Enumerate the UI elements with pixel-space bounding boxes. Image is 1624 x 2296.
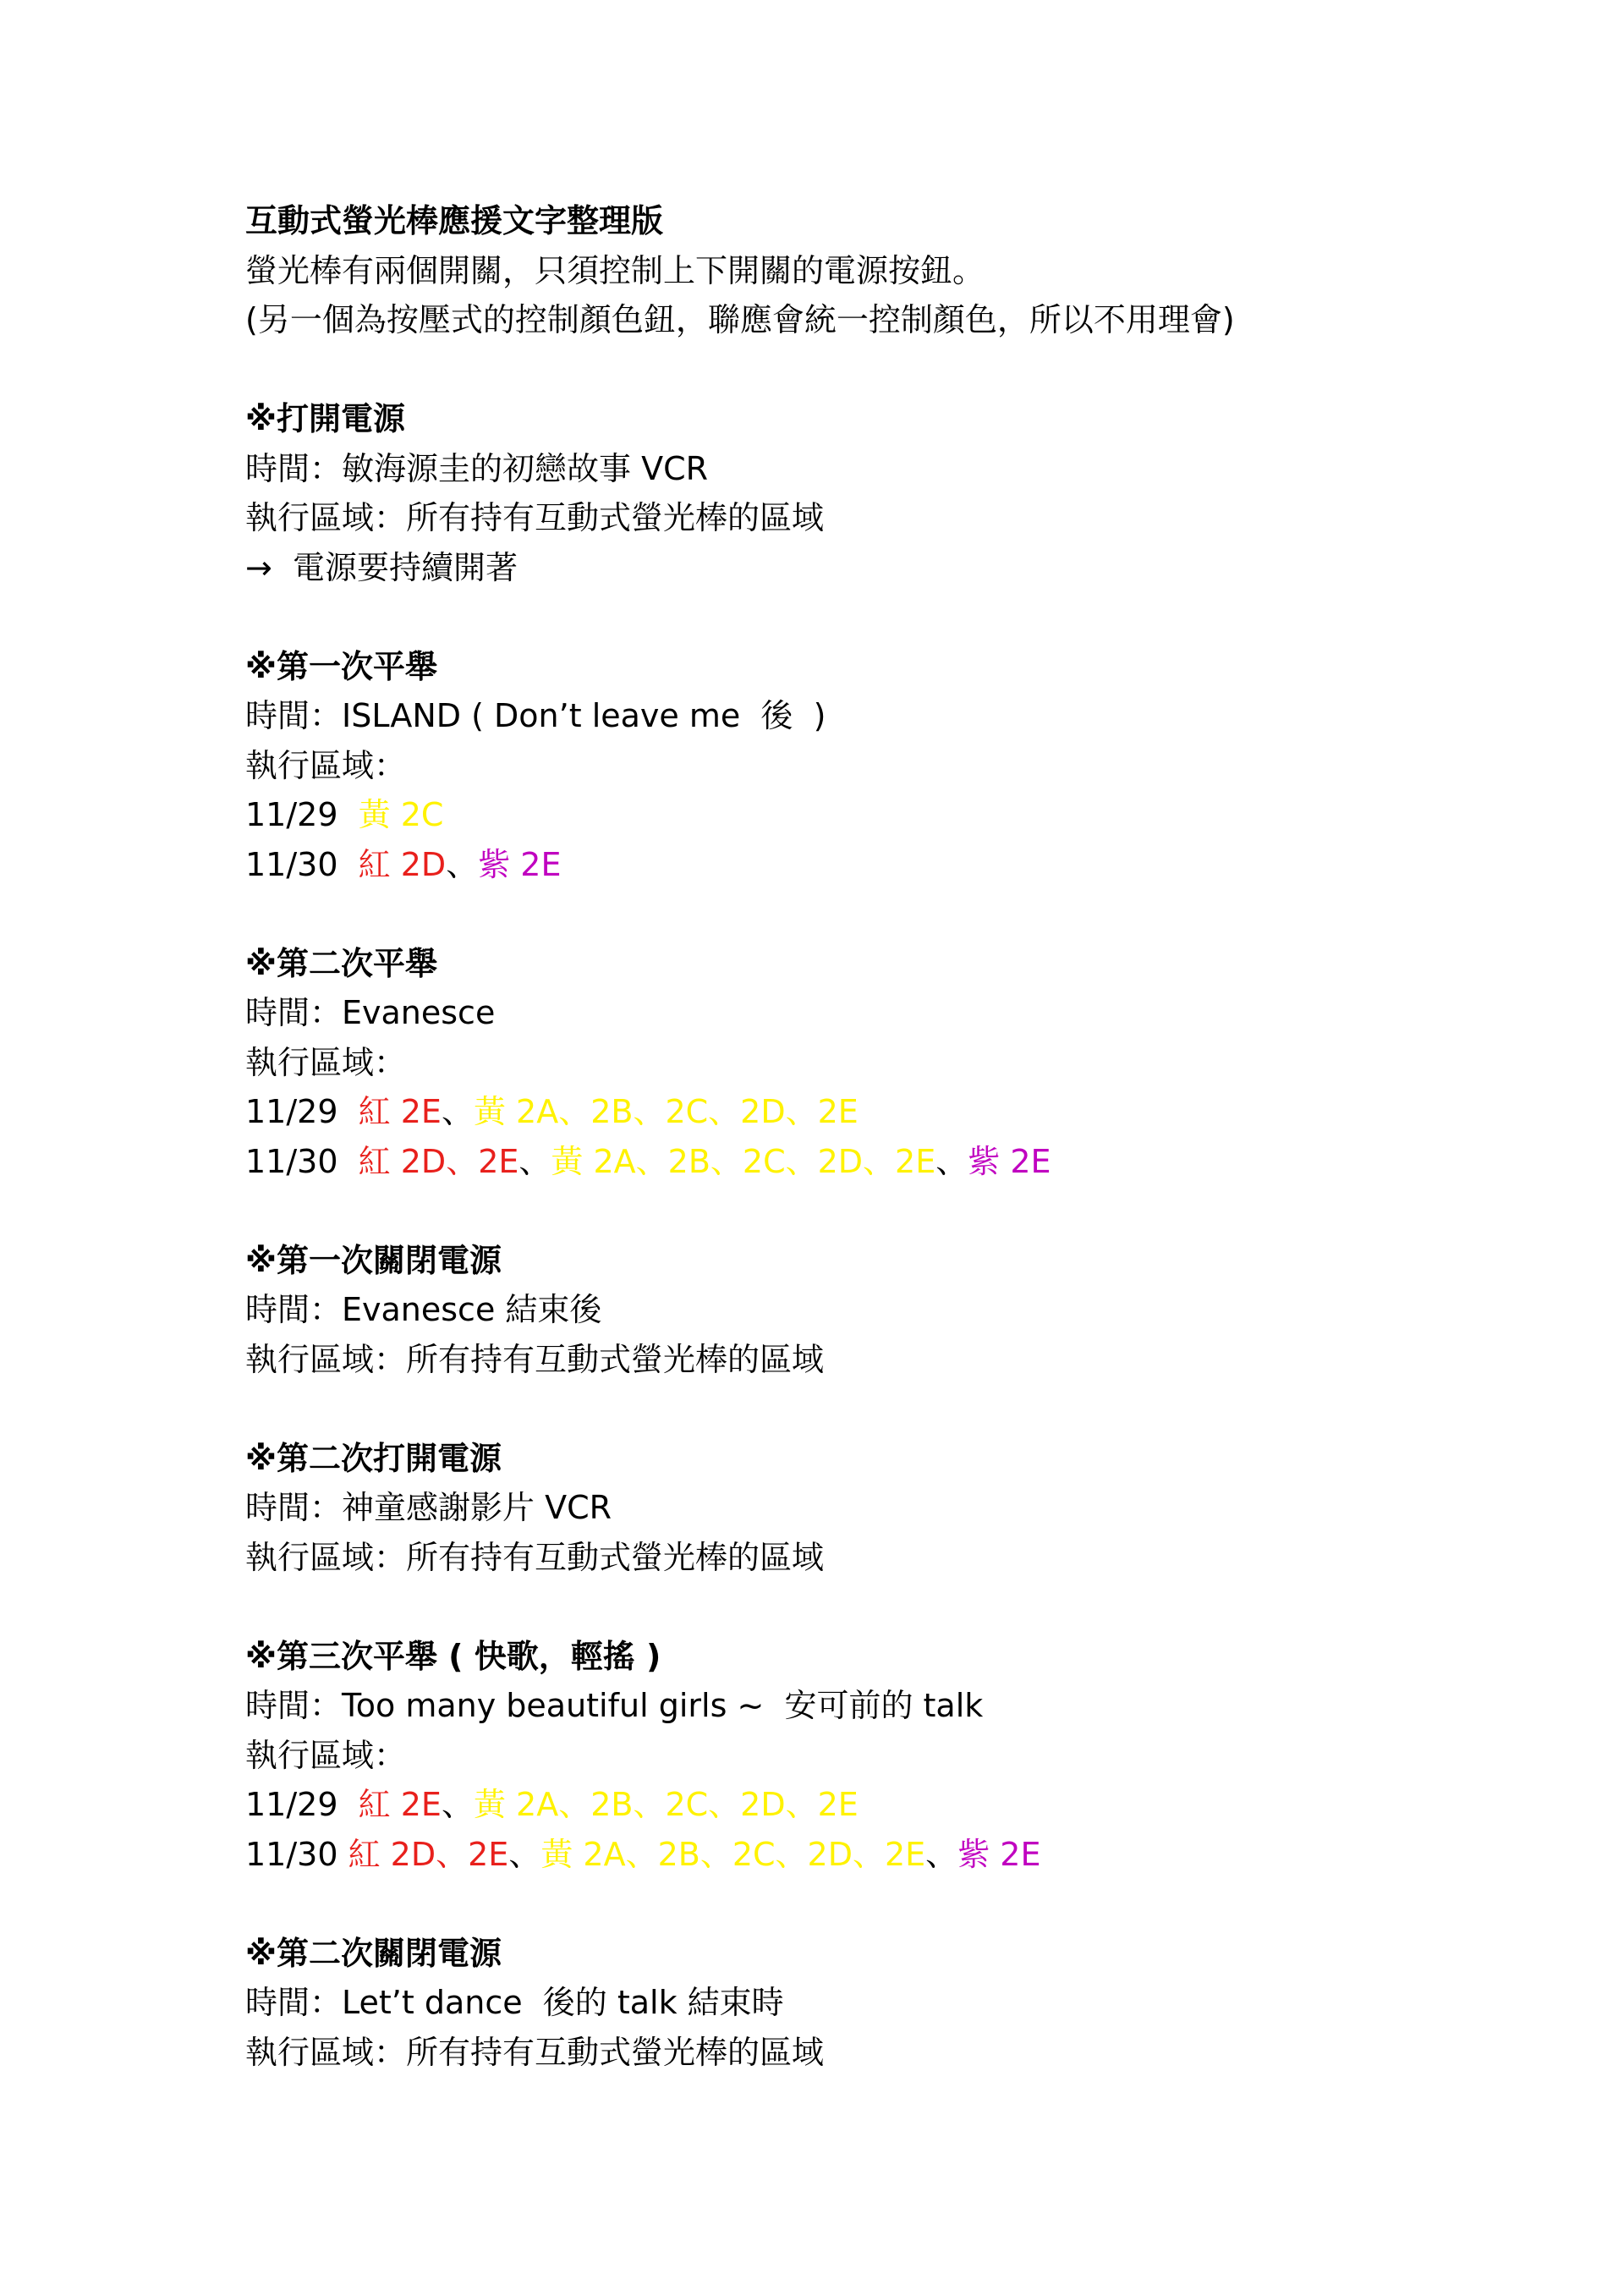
text-segment: 時間：Evanesce 結束後 — [245, 1291, 602, 1328]
text-segment: 執行區域：所有持有互動式螢光棒的區域 — [245, 1538, 825, 1576]
text-segment: 11/29 — [245, 1093, 359, 1130]
text-line — [245, 295, 1514, 345]
text-segment: 紅 2D — [358, 845, 447, 883]
text-line — [245, 1137, 1514, 1187]
section-heading — [245, 1434, 1514, 1484]
text-segment: 、 — [446, 845, 479, 883]
section-heading — [245, 1236, 1514, 1286]
document-page — [245, 196, 1514, 2077]
text-segment: ※第二次關閉電源 — [245, 1934, 502, 1972]
text-segment: 紅 2D、2E — [348, 1835, 509, 1873]
text-line — [245, 1681, 1514, 1731]
text-line — [245, 1087, 1514, 1137]
section-heading — [245, 939, 1514, 989]
text-line — [245, 1978, 1514, 2028]
section-heading — [245, 394, 1514, 444]
text-segment: 紅 2E — [358, 1786, 442, 1823]
section-heading — [245, 196, 1514, 246]
text-segment: 黃 2C — [358, 796, 444, 833]
blank-line — [245, 592, 1514, 642]
text-line — [245, 246, 1514, 296]
text-segment: 黃 2A、2B、2C、2D、2E — [551, 1142, 936, 1180]
text-segment: 11/30 — [245, 1142, 359, 1180]
text-segment: 、 — [935, 1142, 968, 1180]
text-segment: 、 — [508, 1835, 541, 1873]
text-segment: ※第二次打開電源 — [245, 1439, 502, 1477]
blank-line — [245, 1582, 1514, 1632]
text-segment: 、 — [441, 1093, 474, 1130]
text-line — [245, 1830, 1514, 1880]
text-segment: 時間：ISLAND ( Don’t leave me 後 ) — [245, 697, 826, 734]
text-line — [245, 790, 1514, 840]
blank-line — [245, 1384, 1514, 1434]
text-line — [245, 1285, 1514, 1335]
text-segment: 紫 2E — [957, 1835, 1041, 1873]
text-segment: 時間：敏海源圭的初戀故事 VCR — [245, 449, 709, 487]
text-line — [245, 691, 1514, 741]
section-heading — [245, 1632, 1514, 1682]
text-line — [245, 1038, 1514, 1088]
text-segment: (另一個為按壓式的控制顏色鈕，聯應會統一控制顏色，所以不用理會) — [245, 301, 1235, 338]
text-segment: 螢光棒有兩個開關，只須控制上下開關的電源按鈕。 — [245, 251, 985, 289]
text-segment: → 電源要持續開著 — [245, 548, 518, 586]
text-segment: 黃 2A、2B、2C、2D、2E — [540, 1835, 926, 1873]
text-segment: 執行區域：所有持有互動式螢光棒的區域 — [245, 499, 825, 536]
text-segment: 時間：神童感謝影片 VCR — [245, 1489, 612, 1526]
text-line — [245, 840, 1514, 890]
text-segment: ※第一次平舉 — [245, 647, 437, 685]
text-segment: 互動式螢光棒應援文字整理版 — [245, 202, 664, 239]
text-segment: ※第一次關閉電源 — [245, 1241, 502, 1279]
text-segment: 11/30 — [245, 1835, 348, 1873]
text-line — [245, 1335, 1514, 1385]
text-segment: 11/30 — [245, 845, 359, 883]
blank-line — [245, 1186, 1514, 1236]
text-segment: 時間：Let’t dance 後的 talk 結束時 — [245, 1984, 784, 2021]
text-line — [245, 493, 1514, 543]
text-segment: 執行區域：所有持有互動式螢光棒的區域 — [245, 1340, 825, 1378]
text-line — [245, 1731, 1514, 1781]
text-line — [245, 1483, 1514, 1533]
text-line — [245, 1780, 1514, 1830]
text-segment: 執行區域： — [245, 1043, 407, 1081]
blank-line — [245, 1879, 1514, 1929]
text-segment: 時間：Evanesce — [245, 994, 496, 1031]
text-segment: 11/29 — [245, 796, 359, 833]
text-segment: 時間：Too many beautiful girls ~ 安可前的 talk — [245, 1687, 984, 1724]
text-segment: 、 — [518, 1142, 551, 1180]
text-segment: 、 — [441, 1786, 474, 1823]
text-segment: ※第三次平舉 ( 快歌，輕搖 ) — [245, 1637, 661, 1675]
text-line — [245, 543, 1514, 593]
text-segment: 紫 2E — [968, 1142, 1051, 1180]
text-segment: ※第二次平舉 — [245, 944, 437, 982]
text-segment: 執行區域： — [245, 746, 407, 784]
text-line — [245, 1533, 1514, 1583]
section-heading — [245, 1929, 1514, 1979]
text-segment: 執行區域：所有持有互動式螢光棒的區域 — [245, 2033, 825, 2071]
blank-line — [245, 345, 1514, 395]
text-line — [245, 2028, 1514, 2078]
text-segment: 11/29 — [245, 1786, 359, 1823]
text-line — [245, 741, 1514, 791]
text-segment: 執行區域： — [245, 1736, 407, 1774]
text-line — [245, 988, 1514, 1038]
text-segment: 紅 2D、2E — [358, 1142, 519, 1180]
text-line — [245, 444, 1514, 494]
blank-line — [245, 889, 1514, 939]
section-heading — [245, 642, 1514, 692]
text-segment: ※打開電源 — [245, 400, 405, 437]
text-segment: 、 — [925, 1835, 958, 1873]
text-segment: 黃 2A、2B、2C、2D、2E — [473, 1786, 859, 1823]
text-segment: 紫 2E — [478, 845, 562, 883]
text-segment: 紅 2E — [358, 1093, 442, 1130]
text-segment: 黃 2A、2B、2C、2D、2E — [473, 1093, 859, 1130]
